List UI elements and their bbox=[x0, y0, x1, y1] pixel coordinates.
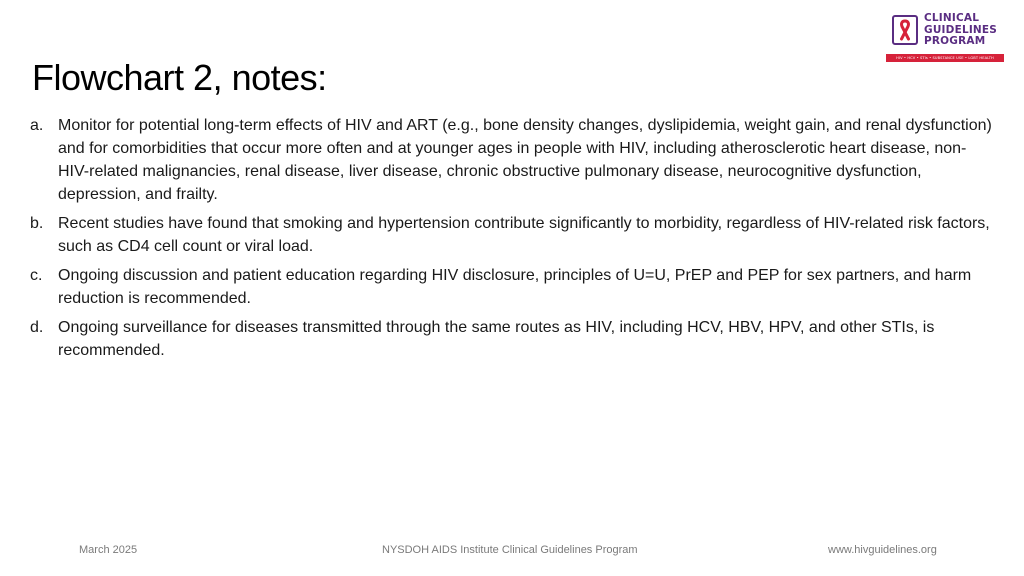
note-marker: d. bbox=[30, 319, 44, 336]
footer-url: www.hivguidelines.org bbox=[828, 544, 937, 556]
note-item-b bbox=[30, 212, 992, 258]
logo-line-1: CLINICAL bbox=[924, 12, 980, 24]
note-marker: c. bbox=[30, 267, 43, 284]
logo-topic-strip bbox=[886, 54, 1004, 62]
logo-line-2: GUIDELINES bbox=[924, 23, 998, 36]
clinical-guidelines-program-logo bbox=[884, 12, 1008, 64]
notes-list bbox=[30, 114, 992, 368]
logo-strip-text: HIV • HCV • STIs • SUBSTANCE USE • LGBT HEALTH bbox=[896, 56, 994, 60]
note-item-a bbox=[30, 114, 992, 206]
note-item-c bbox=[30, 264, 992, 310]
red-ribbon-icon bbox=[897, 19, 913, 41]
note-marker: b. bbox=[30, 215, 44, 232]
footer-program: NYSDOH AIDS Institute Clinical Guidelines Program bbox=[382, 544, 638, 556]
logo-emblem bbox=[892, 15, 918, 45]
note-text: Monitor for potential long-term effects of HIV and ART (e.g., bone density changes, dyslipidemia, weight gain, and renal dysfunction) and for comorbidities that occur more often and at younger ages in people with HIV, including atherosclerotic heart disease, non-HIV-related malignancies, renal disease, liver disease, chronic obstructive pulmonary disease, neurocognitive dysfunction, depression, and frailty. bbox=[58, 117, 992, 203]
logo-line-3: PROGRAM bbox=[924, 35, 986, 47]
note-text: Recent studies have found that smoking and hypertension contribute significantly to morbidity, regardless of HIV-related risk factors, such as CD4 cell count or viral load. bbox=[58, 215, 990, 255]
logo-wordmark bbox=[924, 13, 997, 48]
footer-date: March 2025 bbox=[79, 544, 138, 556]
note-marker: a. bbox=[30, 117, 44, 134]
note-text: Ongoing discussion and patient education regarding HIV disclosure, principles of U=U, PrEP and PEP for sex partners, and harm reduction is recommended. bbox=[58, 267, 972, 307]
note-item-d bbox=[30, 316, 992, 362]
note-text: Ongoing surveillance for diseases transmitted through the same routes as HIV, including HCV, HBV, HPV, and other STIs, is recommended. bbox=[58, 319, 935, 359]
slide-title: Flowchart 2, notes: bbox=[32, 57, 327, 98]
